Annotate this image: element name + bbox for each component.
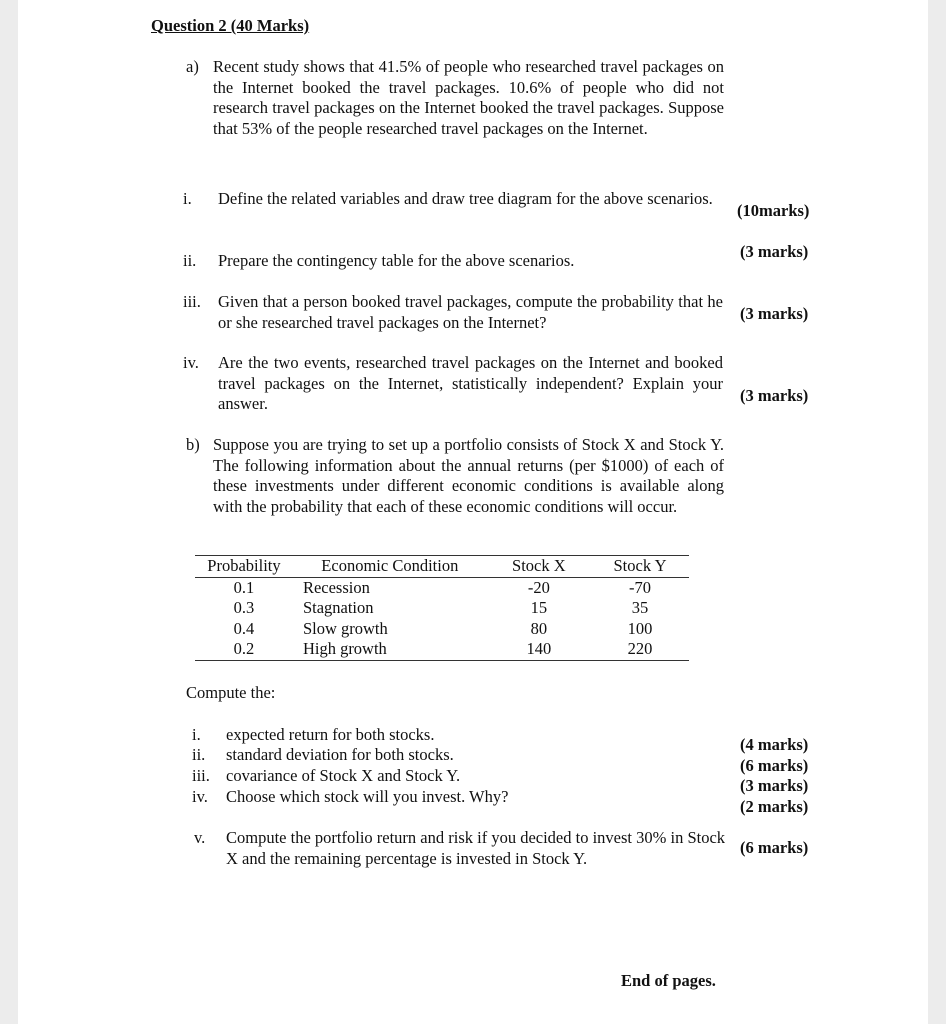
part-a-item-4-marks: (3 marks) bbox=[740, 386, 809, 405]
part-b-text: Suppose you are trying to set up a portfolio consists of Stock X and Stock Y. The following information about the annual returns (per $1000) of each of these investments under different economic conditions is available along with the probability that each of these economic conditions will occur. bbox=[213, 435, 724, 516]
part-b-item-2-marks: (6 marks) bbox=[740, 756, 809, 775]
part-b-item-5-marks: (6 marks) bbox=[740, 838, 809, 857]
cell-stock-x: 140 bbox=[526, 639, 552, 658]
cell-stock-x: -20 bbox=[527, 577, 550, 597]
part-a-item-1-marks: (10marks) bbox=[737, 201, 810, 220]
cell-stock-y: 35 bbox=[631, 598, 649, 617]
cell-probability: 0.4 bbox=[233, 618, 255, 638]
cell-stock-y: 100 bbox=[627, 618, 653, 638]
part-a-item-1-num: i. bbox=[183, 189, 192, 208]
part-a-item-3-num: iii. bbox=[183, 292, 201, 311]
header-economic-condition: Economic Condition bbox=[293, 556, 487, 578]
part-a-item-3-text: Given that a person booked travel packages, compute the probability that he or she researched travel packages on the Internet? bbox=[218, 292, 723, 332]
part-b-item-2-text: standard deviation for both stocks. bbox=[226, 745, 454, 764]
part-a-item-2-num: ii. bbox=[183, 251, 197, 270]
header-stock-x: Stock X bbox=[487, 556, 591, 578]
part-a-label: a) bbox=[186, 57, 199, 76]
part-a-item-2-text: Prepare the contingency table for the above scenarios. bbox=[218, 251, 575, 270]
cell-condition: High growth bbox=[302, 639, 387, 658]
returns-table bbox=[195, 555, 689, 661]
table-row bbox=[195, 598, 689, 619]
part-b-label: b) bbox=[186, 435, 200, 454]
cell-probability: 0.1 bbox=[233, 577, 255, 597]
part-b-item-3-text: covariance of Stock X and Stock Y. bbox=[226, 766, 461, 785]
part-b-item-2-num: ii. bbox=[192, 745, 206, 764]
cell-condition: Slow growth bbox=[302, 618, 388, 638]
part-b-item-5-text: Compute the portfolio return and risk if you decided to invest 30% in Stock X and the remaining percentage is invested in Stock Y. bbox=[226, 828, 726, 868]
table-row bbox=[195, 639, 689, 660]
question-title: Question 2 (40 Marks) bbox=[151, 16, 310, 35]
part-a-item-4-text: Are the two events, researched travel packages on the Internet and booked travel packages on the Internet, statistically independent? Explain your answer. bbox=[218, 353, 723, 413]
cell-stock-y: 220 bbox=[627, 639, 653, 658]
part-a-item-4-num: iv. bbox=[183, 353, 199, 372]
document-page bbox=[18, 0, 928, 1024]
cell-stock-y: -70 bbox=[629, 577, 652, 597]
part-b-item-4-text: Choose which stock will you invest. Why? bbox=[226, 787, 509, 806]
part-b-item-4-num: iv. bbox=[192, 787, 208, 806]
header-stock-y: Stock Y bbox=[591, 556, 689, 578]
cell-condition: Stagnation bbox=[302, 598, 374, 617]
part-b-item-1-text: expected return for both stocks. bbox=[226, 725, 435, 744]
part-a-text: Recent study shows that 41.5% of people who researched travel packages on the Internet booked the travel packages. 10.6% of people who did not research travel packages on the Internet booked the travel packages. Suppose that 53% of the people researched travel packages on the Internet. bbox=[213, 57, 724, 138]
cell-stock-x: 80 bbox=[530, 618, 548, 638]
cell-condition: Recession bbox=[302, 577, 370, 597]
end-of-pages: End of pages. bbox=[621, 971, 716, 990]
part-b-item-5-num: v. bbox=[194, 828, 206, 847]
table-row bbox=[195, 577, 689, 598]
part-b-item-4-marks: (2 marks) bbox=[740, 797, 809, 816]
part-a-item-3-marks: (3 marks) bbox=[740, 304, 809, 323]
part-b-item-3-marks: (3 marks) bbox=[740, 776, 809, 795]
compute-label: Compute the: bbox=[186, 683, 276, 702]
part-b-item-3-num: iii. bbox=[192, 766, 210, 785]
table-row bbox=[195, 619, 689, 640]
part-a-item-2-marks: (3 marks) bbox=[740, 242, 809, 261]
cell-probability: 0.2 bbox=[233, 639, 255, 658]
part-b-item-1-marks: (4 marks) bbox=[740, 735, 809, 754]
table-header-row bbox=[195, 556, 689, 578]
part-b-item-1-num: i. bbox=[192, 725, 201, 744]
part-a-item-1-text: Define the related variables and draw tree diagram for the above scenarios. bbox=[218, 189, 713, 208]
header-probability: Probability bbox=[195, 556, 293, 578]
cell-probability: 0.3 bbox=[233, 598, 255, 617]
cell-stock-x: 15 bbox=[530, 598, 548, 617]
